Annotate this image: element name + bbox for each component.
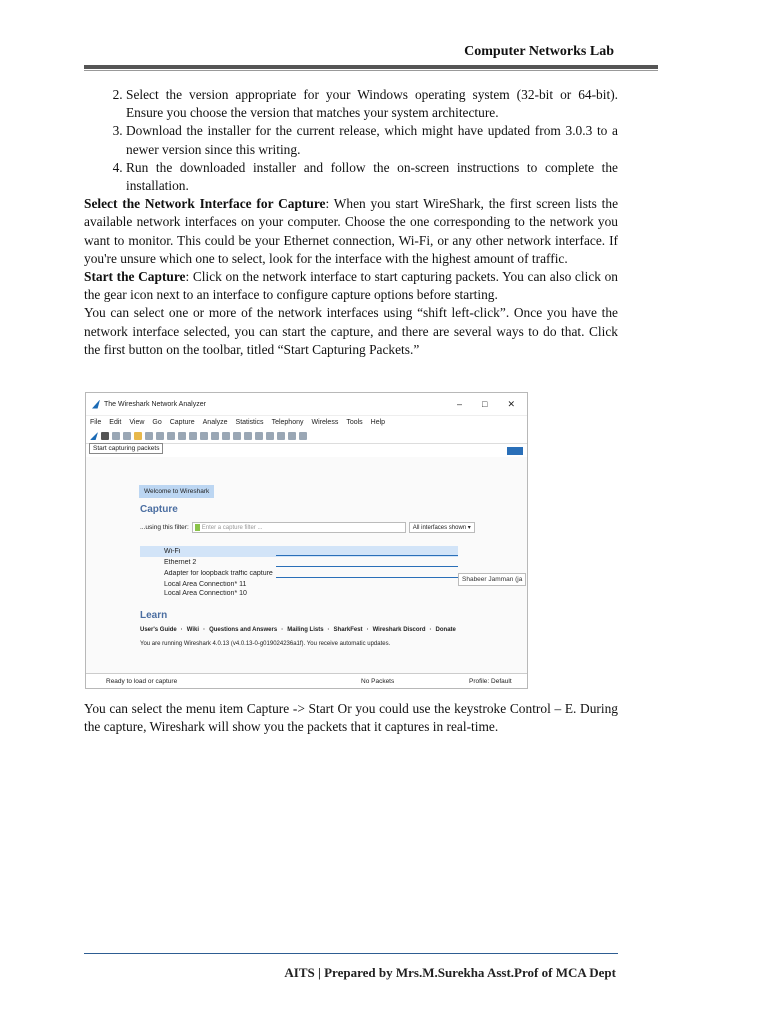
interface-row[interactable] [140, 590, 458, 596]
start-capture-icon[interactable] [90, 432, 98, 440]
minimize-button[interactable]: – [457, 398, 463, 409]
using-filter-label: ...using this filter: [140, 524, 189, 531]
interface-name: Local Area Connection* 11 [164, 581, 247, 588]
learn-heading: Learn [140, 610, 168, 621]
link-separator: · [366, 627, 369, 633]
interface-row[interactable] [140, 557, 458, 568]
wireshark-fin-icon [92, 400, 100, 409]
footer-rule [84, 953, 618, 954]
resize-columns-icon[interactable] [299, 432, 307, 440]
link-users-guide[interactable]: User's Guide [140, 627, 177, 633]
menu-help[interactable]: Help [370, 419, 386, 426]
last-packet-icon[interactable] [233, 432, 241, 440]
menu-wireless[interactable]: Wireless [311, 419, 339, 426]
header-rule [84, 65, 658, 69]
window-titlebar [86, 393, 527, 416]
hover-tooltip: Shabeer Jamman (ja [458, 573, 526, 586]
start-capture-tooltip: Start capturing packets [89, 443, 163, 454]
page-footer: AITS | Prepared by Mrs.M.Surekha Asst.Prof of MCA Dept [284, 965, 616, 980]
menu-go[interactable]: Go [152, 419, 162, 426]
status-bar [86, 673, 527, 688]
go-forward-icon[interactable] [200, 432, 208, 440]
paragraph-start-capture [84, 268, 618, 304]
zoom-reset-icon[interactable] [288, 432, 296, 440]
capture-heading: Capture [140, 504, 178, 515]
capture-filter-row [140, 522, 475, 533]
interface-name: Wi-Fi [164, 548, 181, 555]
interface-row[interactable] [140, 579, 458, 590]
paragraph-heading: Start the Capture [84, 269, 186, 285]
link-separator: · [327, 627, 330, 633]
capture-filter-input[interactable] [192, 522, 406, 533]
header-rule-thin [84, 70, 658, 71]
interfaces-shown-dropdown[interactable]: All interfaces shown ▾ [409, 522, 475, 533]
step-item: 2. Select the version appropriate for your Windows operating system (32-bit or 64-bit). Ensure you choose the version that matches your system architecture. [126, 86, 618, 122]
traffic-sparkline [276, 569, 458, 578]
find-packet-icon[interactable] [178, 432, 186, 440]
colorize-icon[interactable] [255, 432, 263, 440]
maximize-button[interactable]: □ [482, 398, 488, 409]
go-to-packet-icon[interactable] [211, 432, 219, 440]
menu-bar [86, 416, 527, 429]
page-header-title: Computer Networks Lab [464, 44, 614, 59]
interface-name: Local Area Connection* 10 [164, 590, 247, 596]
open-file-icon[interactable] [134, 432, 142, 440]
paragraph-text: : When you start WireShark, the first screen lists the available network interfaces on your computer. Choose the one corresponding to the network you want to monitor. This could be your Ethernet connection, Wi-Fi, or any other network interface. If you're unsure which one to select, look for the interface with the highest amount of traffic. [84, 196, 619, 266]
paragraph-menu-capture: You can select the menu item Capture -> Start Or you could use the keystroke Control – E. During the capture, Wireshark will show you the packets that it captures in real-time. [84, 701, 618, 735]
autoscroll-icon[interactable] [244, 432, 252, 440]
filter-bookmark-icon[interactable] [195, 524, 200, 531]
save-file-icon[interactable] [145, 432, 153, 440]
menu-edit[interactable]: Edit [109, 419, 122, 426]
capture-filter-placeholder: Enter a capture filter ... [201, 524, 263, 531]
display-filter-bar[interactable] [86, 443, 527, 458]
restart-capture-icon[interactable] [112, 432, 120, 440]
paragraph-select-multi: You can select one or more of the network interfaces using “shift left-click”. Once you have the network interface selected, you can start the capture, and there are several ways to do that. Click the first button on the toolbar, titled “Start Capturing Packets.” [84, 305, 618, 357]
zoom-in-icon[interactable] [266, 432, 274, 440]
wireshark-screenshot [85, 392, 528, 689]
step-item: 3. Download the installer for the current release, which might have updated from 3.0.3 to a newer version since this writing. [126, 122, 618, 158]
paragraph-select-interface [84, 195, 618, 268]
first-packet-icon[interactable] [222, 432, 230, 440]
zoom-out-icon[interactable] [277, 432, 285, 440]
go-back-icon[interactable] [189, 432, 197, 440]
apply-filter-icon[interactable] [507, 447, 523, 455]
install-steps [84, 86, 618, 195]
capture-options-icon[interactable] [123, 432, 131, 440]
window-title: The Wireshark Network Analyzer [104, 400, 206, 408]
interface-row[interactable] [140, 546, 458, 557]
menu-file[interactable]: File [90, 419, 102, 426]
welcome-banner: Welcome to Wireshark [139, 485, 214, 498]
link-questions[interactable]: Questions and Answers [209, 627, 278, 633]
traffic-sparkline [276, 547, 458, 556]
link-separator: · [203, 627, 206, 633]
menu-telephony[interactable]: Telephony [271, 419, 304, 426]
window-controls [457, 399, 527, 410]
traffic-sparkline [276, 558, 458, 567]
menu-tools[interactable]: Tools [346, 419, 363, 426]
link-separator: · [429, 627, 432, 633]
paragraph-text: : Click on the network interface to start capturing packets. You can also click on the gear icon next to an interface to configure capture options before starting. [84, 269, 618, 303]
link-mailing-lists[interactable]: Mailing Lists [287, 627, 324, 633]
toolbar [86, 429, 527, 443]
link-sharkfest[interactable]: SharkFest [333, 627, 363, 633]
status-profile[interactable]: Profile: Default [469, 677, 512, 685]
interface-name: Ethernet 2 [164, 559, 197, 566]
interface-name: Adapter for loopback traffic capture [164, 570, 273, 577]
status-packets: No Packets [361, 677, 395, 685]
link-discord[interactable]: Wireshark Discord [372, 627, 426, 633]
menu-statistics[interactable]: Statistics [235, 419, 264, 426]
body-content [84, 86, 618, 359]
menu-view[interactable]: View [129, 419, 145, 426]
close-button[interactable]: ✕ [507, 398, 515, 409]
version-info: You are running Wireshark 4.0.13 (v4.0.13-0-g019024236a1f). You receive automatic updates. [140, 641, 391, 647]
welcome-page [86, 457, 527, 673]
step-item: 4. Run the downloaded installer and follow the on-screen instructions to complete the installation. [126, 159, 618, 195]
link-wiki[interactable]: Wiki [186, 627, 200, 633]
menu-capture[interactable]: Capture [169, 419, 195, 426]
link-donate[interactable]: Donate [435, 627, 456, 633]
stop-capture-icon[interactable] [101, 432, 109, 440]
close-file-icon[interactable] [156, 432, 164, 440]
paragraph-heading: Select the Network Interface for Capture [84, 196, 326, 212]
interface-row[interactable] [140, 568, 458, 579]
interface-list [140, 546, 458, 596]
reload-icon[interactable] [167, 432, 175, 440]
menu-analyze[interactable]: Analyze [202, 419, 228, 426]
link-separator: · [180, 627, 183, 633]
learn-links [140, 627, 456, 633]
link-separator: · [281, 627, 284, 633]
status-ready: Ready to load or capture [106, 677, 178, 685]
